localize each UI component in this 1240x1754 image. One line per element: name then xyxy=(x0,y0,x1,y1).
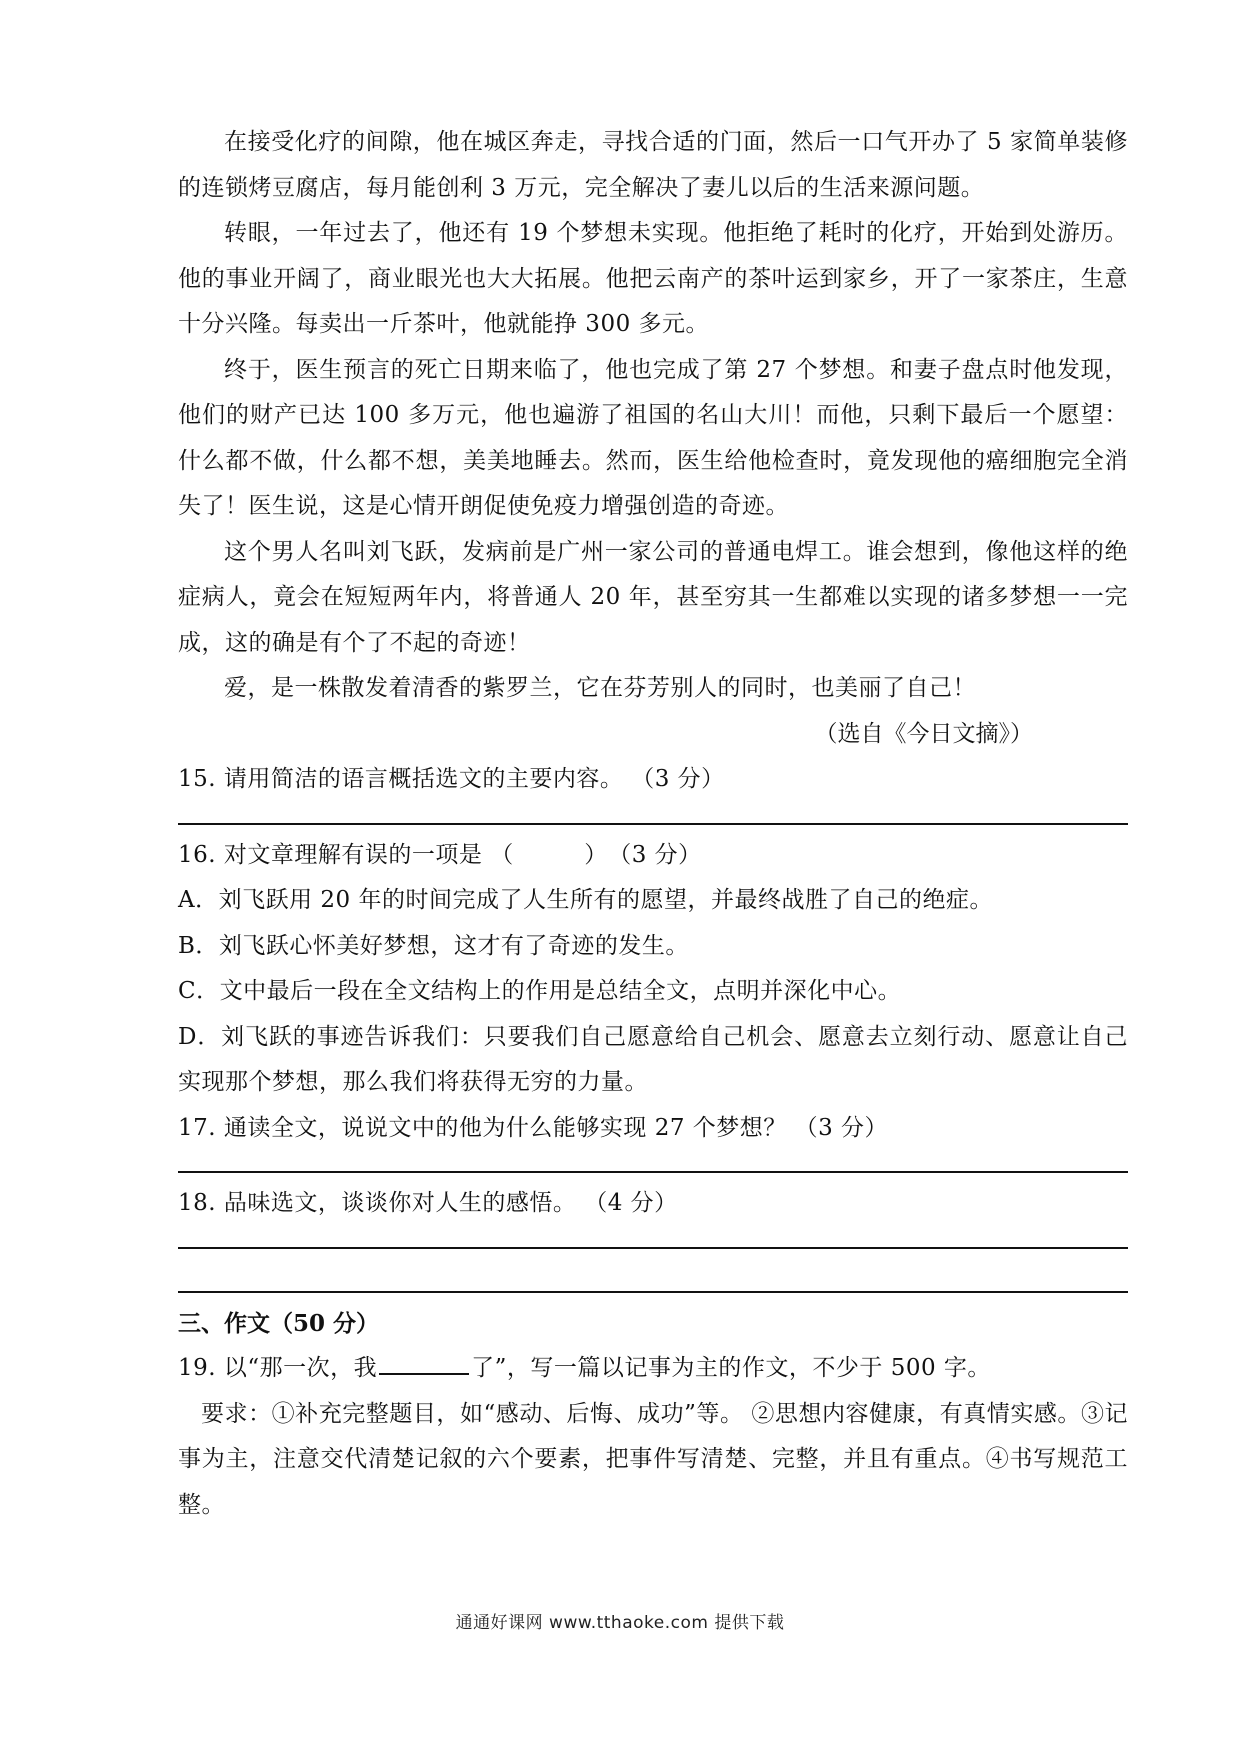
answer-line-17[interactable] xyxy=(178,1171,1128,1173)
question-19-text-before: 19. 以“那一次，我 xyxy=(178,1355,378,1381)
question-16-option-c: C．文中最后一段在全文结构上的作用是总结全文，点明并深化中心。 xyxy=(178,978,902,1004)
passage-paragraph-4: 这个男人名叫刘飞跃，发病前是广州一家公司的普通电焊工。谁会想到，像他这样的绝症病人，竟会在短短两年内，将普通人 20 年，甚至穷其一生都难以实现的诸多梦想一一完成，这的确是有个了不起的奇迹！ xyxy=(178,538,1128,656)
passage-paragraph-2: 转眼，一年过去了，他还有 19 个梦想未实现。他拒绝了耗时的化疗，开始到处游历。他的事业开阔了，商业眼光也大大拓展。他把云南产的茶叶运到家乡，开了一家茶庄，生意十分兴隆。每卖出一斤茶叶，他就能挣 300 多元。 xyxy=(178,220,1128,337)
question-16-option-d: D．刘飞跃的事迹告诉我们：只要我们自己愿意给自己机会、愿意去立刻行动、愿意让自己实现那个梦想，那么我们将获得无穷的力量。 xyxy=(178,1023,1128,1095)
question-19-text-after: 了”，写一篇以记事为主的作文，不少于 500 字。 xyxy=(471,1355,991,1381)
answer-space-15 xyxy=(178,803,1128,823)
question-17: 17. 通读全文，说说文中的他为什么能够实现 27 个梦想？ （3 分） xyxy=(178,1114,889,1141)
answer-space-18-2 xyxy=(178,1249,1128,1291)
question-19 xyxy=(178,1346,1128,1392)
answer-space-17 xyxy=(178,1151,1128,1171)
composition-section-title: 三、作文（50 分） xyxy=(178,1309,380,1337)
answer-line-15[interactable] xyxy=(178,823,1128,825)
question-16-option-a: A．刘飞跃用 20 年的时间完成了人生所有的愿望，并最终战胜了自己的绝症。 xyxy=(178,887,993,913)
title-blank[interactable] xyxy=(379,1351,469,1375)
passage-paragraph-3: 终于，医生预言的死亡日期来临了，他也完成了第 27 个梦想。和妻子盘点时他发现，他们的财产已达 100 多万元，他也遍游了祖国的名山大川！而他，只剩下最后一个愿望：什么都不做，什么都不想，美美地睡去。然而，医生给他检查时，竟发现他的癌细胞完全消失了！医生说，这是心情开朗促使免疫力增强创造的奇迹。 xyxy=(178,356,1128,519)
question-16: 16. 对文章理解有误的一项是 （ ） （3 分） xyxy=(178,841,702,868)
answer-line-18-2[interactable] xyxy=(178,1291,1128,1293)
question-16-option-b: B．刘飞跃心怀美好梦想，这才有了奇迹的发生。 xyxy=(178,932,689,959)
page-content xyxy=(178,120,1128,1528)
passage-paragraph-1: 在接受化疗的间隙，他在城区奔走，寻找合适的门面，然后一口气开办了 5 家简单装修的连锁烤豆腐店，每月能创利 3 万元，完全解决了妻儿以后的生活来源问题。 xyxy=(178,129,1128,201)
footer-watermark: 通通好课网 www.tthaoke.com 提供下载 xyxy=(455,1613,785,1633)
question-15: 15. 请用简洁的语言概括选文的主要内容。 （3 分） xyxy=(178,766,725,792)
answer-space-18 xyxy=(178,1227,1128,1247)
passage-paragraph-5: 爱，是一株散发着清香的紫罗兰，它在芬芳别人的同时，也美丽了自己！ xyxy=(224,675,976,701)
composition-requirements: 要求：①补充完整题目，如“感动、后悔、成功”等。 ②思想内容健康，有真情实感。③记事为主，注意交代清楚记叙的六个要素，把事件写清楚、完整，并且有重点。④书写规范工整。 xyxy=(178,1400,1128,1518)
passage-source: （选自《今日文摘》） xyxy=(814,720,1033,747)
question-18: 18. 品味选文，谈谈你对人生的感悟。 （4 分） xyxy=(178,1190,678,1216)
